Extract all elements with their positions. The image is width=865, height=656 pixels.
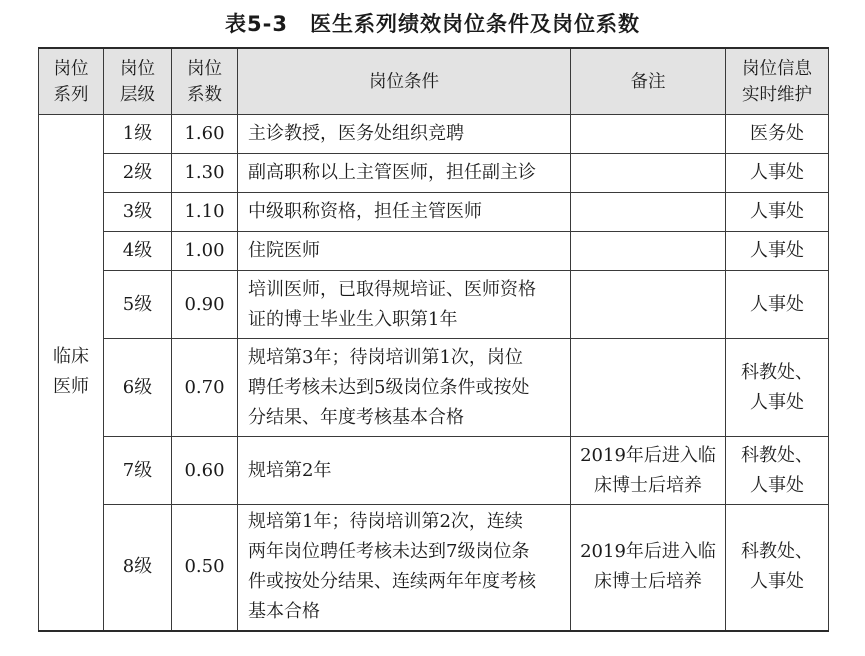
note-cell — [571, 271, 726, 339]
header-condition: 岗位条件 — [238, 48, 571, 115]
header-coefficient: 岗位 系数 — [172, 48, 238, 115]
level-cell: 5级 — [104, 271, 172, 339]
table-row — [39, 505, 829, 631]
coef-cell: 0.70 — [172, 339, 238, 437]
header-series: 岗位 系列 — [39, 48, 104, 115]
maintenance-cell: 人事处 — [726, 154, 829, 193]
condition-cell: 主诊教授，医务处组织竞聘 — [238, 115, 571, 154]
table-row — [39, 115, 829, 154]
table-row — [39, 154, 829, 193]
header-maintenance: 岗位信息 实时维护 — [726, 48, 829, 115]
level-cell: 7级 — [104, 437, 172, 505]
table-title: 表5-3 医生系列绩效岗位条件及岗位系数 — [225, 12, 640, 36]
maintenance-cell: 医务处 — [726, 115, 829, 154]
note-cell — [571, 115, 726, 154]
coef-cell: 1.10 — [172, 193, 238, 232]
table-row — [39, 232, 829, 271]
header-row — [39, 48, 829, 115]
coef-cell: 1.60 — [172, 115, 238, 154]
coef-cell: 1.30 — [172, 154, 238, 193]
note-cell — [571, 232, 726, 271]
condition-cell: 规培第1年；待岗培训第2次，连续 两年岗位聘任考核未达到7级岗位条 件或按处分结果、连续两年年度考核 基本合格 — [238, 505, 571, 631]
condition-cell: 住院医师 — [238, 232, 571, 271]
level-cell: 6级 — [104, 339, 172, 437]
note-cell: 2019年后进入临 床博士后培养 — [571, 437, 726, 505]
header-note: 备注 — [571, 48, 726, 115]
table-row — [39, 339, 829, 437]
table-row — [39, 193, 829, 232]
level-cell: 3级 — [104, 193, 172, 232]
maintenance-cell: 人事处 — [726, 193, 829, 232]
maintenance-cell: 人事处 — [726, 232, 829, 271]
maintenance-cell: 科教处、 人事处 — [726, 339, 829, 437]
table-row — [39, 271, 829, 339]
level-cell: 2级 — [104, 154, 172, 193]
level-cell: 4级 — [104, 232, 172, 271]
condition-cell: 规培第2年 — [238, 437, 571, 505]
level-cell: 1级 — [104, 115, 172, 154]
level-cell: 8级 — [104, 505, 172, 631]
condition-cell: 中级职称资格，担任主管医师 — [238, 193, 571, 232]
note-cell: 2019年后进入临 床博士后培养 — [571, 505, 726, 631]
coef-cell: 1.00 — [172, 232, 238, 271]
note-cell — [571, 339, 726, 437]
maintenance-cell: 人事处 — [726, 271, 829, 339]
maintenance-cell: 科教处、 人事处 — [726, 437, 829, 505]
condition-cell: 副高职称以上主管医师，担任副主诊 — [238, 154, 571, 193]
condition-cell: 规培第3年；待岗培训第1次，岗位 聘任考核未达到5级岗位条件或按处 分结果、年度考核基本合格 — [238, 339, 571, 437]
note-cell — [571, 193, 726, 232]
condition-cell: 培训医师，已取得规培证、医师资格 证的博士毕业生入职第1年 — [238, 271, 571, 339]
coef-cell: 0.60 — [172, 437, 238, 505]
coef-cell: 0.90 — [172, 271, 238, 339]
note-cell — [571, 154, 726, 193]
position-table — [38, 47, 829, 632]
header-level: 岗位 层级 — [104, 48, 172, 115]
table-row — [39, 437, 829, 505]
maintenance-cell: 科教处、 人事处 — [726, 505, 829, 631]
series-cell: 临床 医师 — [39, 115, 104, 631]
coef-cell: 0.50 — [172, 505, 238, 631]
